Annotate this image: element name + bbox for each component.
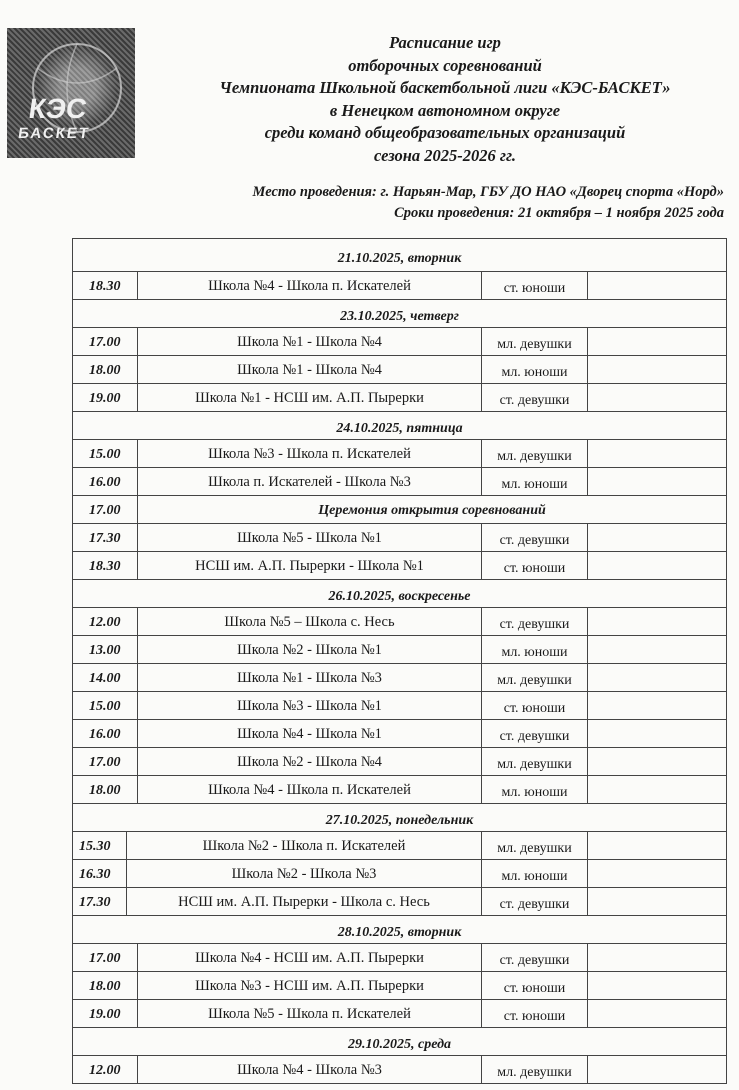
empty-cell	[588, 776, 727, 803]
game-row	[72, 860, 727, 888]
title-line: в Ненецком автономном округе	[329, 100, 561, 120]
match-cell: Школа №4 - Школа п. Искателей	[138, 272, 482, 299]
day-header: 28.10.2025, вторник	[72, 916, 727, 944]
title-line: сезона 2025-2026 гг.	[374, 145, 516, 165]
time-cell: 14.00	[72, 664, 138, 691]
category-cell: мл. юноши	[482, 776, 588, 803]
empty-cell	[588, 1000, 727, 1027]
match-cell: Школа №2 - Школа №3	[127, 860, 482, 887]
category-cell: мл. юноши	[482, 860, 588, 887]
game-row	[72, 832, 727, 860]
category-cell: мл. девушки	[482, 328, 588, 355]
game-row	[72, 524, 727, 552]
time-cell: 18.00	[72, 776, 138, 803]
match-cell: Школа №2 - Школа №1	[138, 636, 482, 663]
category-cell: ст. юноши	[482, 972, 588, 999]
time-cell: 17.30	[72, 524, 138, 551]
match-cell: Школа №3 - НСШ им. А.П. Пырерки	[138, 972, 482, 999]
time-cell: 19.00	[72, 384, 138, 411]
time-cell: 18.30	[72, 272, 138, 299]
match-cell: Школа №3 - Школа №1	[138, 692, 482, 719]
empty-cell	[588, 1056, 727, 1083]
match-cell: НСШ им. А.П. Пырерки - Школа с. Несь	[127, 888, 482, 915]
game-row	[72, 972, 727, 1000]
game-row	[72, 384, 727, 412]
match-cell: Школа №3 - Школа п. Искателей	[138, 440, 482, 467]
match-cell: Школа п. Искателей - Школа №3	[138, 468, 482, 495]
game-row	[72, 776, 727, 804]
time-cell: 17.30	[72, 888, 127, 915]
title-line: Чемпионата Школьной баскетбольной лиги «КЭС-БАСКЕТ»	[219, 78, 671, 97]
match-cell: Школа №5 – Школа с. Несь	[138, 608, 482, 635]
logo-text-kes: КЭС	[26, 93, 89, 124]
match-cell: Школа №1 - Школа №4	[138, 328, 482, 355]
empty-cell	[588, 272, 727, 299]
time-cell: 13.00	[72, 636, 138, 663]
category-cell: ст. юноши	[482, 552, 588, 579]
match-cell: Школа №5 - Школа п. Искателей	[138, 1000, 482, 1027]
empty-cell	[588, 832, 727, 859]
basketball-logo-icon	[7, 28, 135, 158]
dates-line: Сроки проведения: 21 октября – 1 ноября 2025 года	[394, 205, 724, 221]
time-cell: 17.00	[72, 496, 138, 523]
match-cell: Школа №4 - Школа №3	[138, 1056, 482, 1083]
match-cell: Школа №2 - Школа №4	[138, 748, 482, 775]
time-cell: 12.00	[72, 1056, 138, 1083]
title-line: отборочных соревнований	[348, 55, 542, 75]
game-row	[72, 748, 727, 776]
empty-cell	[588, 860, 727, 887]
title-line: среди команд общеобразовательных организаций	[264, 123, 626, 142]
match-cell: Школа №4 - Школа п. Искателей	[138, 776, 482, 803]
match-cell: Школа №4 - НСШ им. А.П. Пырерки	[138, 944, 482, 971]
category-cell: ст. юноши	[482, 1000, 588, 1027]
category-cell: мл. девушки	[482, 832, 588, 859]
empty-cell	[588, 944, 727, 971]
day-header: 21.10.2025, вторник	[72, 239, 727, 272]
empty-cell	[588, 888, 727, 915]
match-cell: Школа №4 - Школа №1	[138, 720, 482, 747]
game-row	[72, 888, 727, 916]
time-cell: 15.00	[72, 692, 138, 719]
game-row	[72, 440, 727, 468]
empty-cell	[588, 972, 727, 999]
day-header: 23.10.2025, четверг	[72, 300, 727, 328]
game-row	[72, 552, 727, 580]
game-row	[72, 468, 727, 496]
empty-cell	[588, 664, 727, 691]
empty-cell	[588, 524, 727, 551]
game-row	[72, 272, 727, 300]
empty-cell	[588, 636, 727, 663]
category-cell: мл. девушки	[482, 440, 588, 467]
category-cell: ст. девушки	[482, 944, 588, 971]
category-cell: ст. девушки	[482, 384, 588, 411]
day-header: 27.10.2025, понедельник	[72, 804, 727, 832]
category-cell: ст. юноши	[482, 272, 588, 299]
empty-cell	[588, 748, 727, 775]
day-header: 24.10.2025, пятница	[72, 412, 727, 440]
time-cell: 17.00	[72, 328, 138, 355]
time-cell: 17.00	[72, 748, 138, 775]
category-cell: ст. девушки	[482, 524, 588, 551]
day-header: 29.10.2025, среда	[72, 1028, 727, 1056]
category-cell: мл. девушки	[482, 748, 588, 775]
ceremony-row	[72, 496, 727, 524]
category-cell: мл. юноши	[482, 636, 588, 663]
game-row	[72, 356, 727, 384]
category-cell: ст. девушки	[482, 888, 588, 915]
empty-cell	[588, 608, 727, 635]
empty-cell	[588, 384, 727, 411]
time-cell: 19.00	[72, 1000, 138, 1027]
time-cell: 16.30	[72, 860, 127, 887]
game-row	[72, 944, 727, 972]
match-cell: Школа №5 - Школа №1	[138, 524, 482, 551]
venue-line: Место проведения: г. Нарьян-Мар, ГБУ ДО НАО «Дворец спорта «Норд»	[252, 184, 724, 200]
match-cell: Школа №1 - НСШ им. А.П. Пырерки	[138, 384, 482, 411]
game-row	[72, 636, 727, 664]
empty-cell	[588, 552, 727, 579]
category-cell: мл. юноши	[482, 356, 588, 383]
game-row	[72, 1000, 727, 1028]
time-cell: 15.30	[72, 832, 127, 859]
game-row	[72, 1056, 727, 1084]
title-line: Расписание игр	[389, 33, 501, 52]
category-cell: мл. девушки	[482, 664, 588, 691]
game-row	[72, 720, 727, 748]
game-row	[72, 692, 727, 720]
game-row	[72, 608, 727, 636]
empty-cell	[588, 692, 727, 719]
time-cell: 18.00	[72, 356, 138, 383]
match-cell: Школа №2 - Школа п. Искателей	[127, 832, 482, 859]
game-row	[72, 328, 727, 356]
time-cell: 16.00	[72, 468, 138, 495]
match-cell: НСШ им. А.П. Пырерки - Школа №1	[138, 552, 482, 579]
time-cell: 16.00	[72, 720, 138, 747]
time-cell: 12.00	[72, 608, 138, 635]
empty-cell	[588, 468, 727, 495]
category-cell: ст. юноши	[482, 692, 588, 719]
match-cell: Школа №1 - Школа №3	[138, 664, 482, 691]
ceremony-cell: Церемония открытия соревнований	[138, 496, 727, 523]
logo-text-basket: БАСКЕТ	[17, 125, 92, 142]
game-row	[72, 664, 727, 692]
time-cell: 18.00	[72, 972, 138, 999]
schedule-table	[72, 238, 727, 1084]
time-cell: 18.30	[72, 552, 138, 579]
time-cell: 15.00	[72, 440, 138, 467]
category-cell: ст. девушки	[482, 720, 588, 747]
day-header: 26.10.2025, воскресенье	[72, 580, 727, 608]
league-logo	[7, 28, 135, 158]
category-cell: мл. девушки	[482, 1056, 588, 1083]
document-title	[160, 32, 730, 167]
category-cell: мл. юноши	[482, 468, 588, 495]
category-cell: ст. девушки	[482, 608, 588, 635]
match-cell: Школа №1 - Школа №4	[138, 356, 482, 383]
empty-cell	[588, 720, 727, 747]
empty-cell	[588, 440, 727, 467]
empty-cell	[588, 356, 727, 383]
empty-cell	[588, 328, 727, 355]
venue-info	[253, 182, 724, 224]
time-cell: 17.00	[72, 944, 138, 971]
